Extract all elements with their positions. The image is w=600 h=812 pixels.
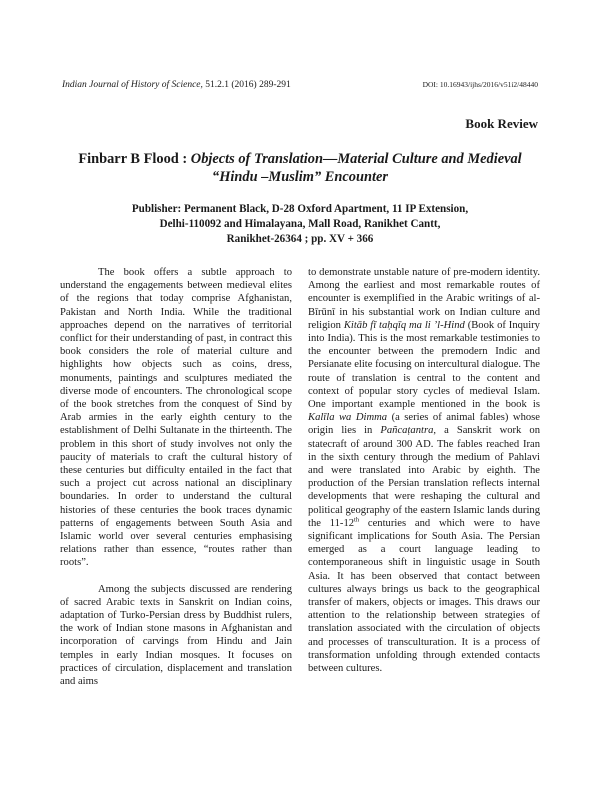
text-run: to demonstrate unstable nature of pre-modern identity. Among the earliest and most remarkable routes of encounter is exemplified in the Arabic writings of al- Bīrūnī in his substantial work on Indian culture and religion <box>308 267 540 331</box>
text-run: (a series of animal fables) whose origin lies in <box>308 412 540 437</box>
body-column-right <box>308 266 540 675</box>
publisher-line-3: Ranikhet-26364 ; pp. XV + 366 <box>226 233 374 245</box>
paragraph-3 <box>308 266 540 675</box>
text-run: centuries and which were to have significant implications for South Asia. The Persian emerged as a court language leading to contemporaneous shift in linguistic usage in South Asia. It has been observed that contact between cultures always brings us back to the geographical transfer of makers, objects or images. This draws our attention to the relationship between strategies of translation associated with the circulation of objects and processes of transculturation. It is a process of transformation unfolding through extended contacts between cultures. <box>308 517 540 675</box>
publisher-line-2: Delhi-110092 and Himalayana, Mall Road, Ranikhet Cantt, <box>159 218 441 230</box>
title-book: Objects of Translation—Material Culture and Medieval “Hindu –Muslim” Encounter <box>190 151 522 185</box>
superscript: th <box>354 516 360 524</box>
publisher-line-1: Publisher: Permanent Black, D-28 Oxford Apartment, 11 IP Extension, <box>131 203 469 215</box>
paragraph-1: The book offers a subtle approach to understand the engagements between medieval elites of the regions that today comprise Afghanistan, Pakistan and North India. While the traditional approaches depend on the narratives of territorial conflict for their understanding of past, in contract this book considers the role of material culture and highlights how objects such as coins, dress, monuments, paintings and sculptures mediated the diverse mode of encounters. The chronological scope of the book stretches from the conquest of Sind by Arab armies in the early eighth century to the establishment of Delhi Sultanate in the thirteenth. The problem in this short of study involves not only the paucity of materials to craft the cultural history of these centuries but difficulty entailed in the fact that such a project cut across national an disciplinary boundaries. In order to understand the cultural histories of these centuries the book traces dynamic patterns of engagements between South Asia and Islamic world over several centuries emphasising relations rather than essence, “routes rather than roots”. <box>60 267 292 569</box>
paragraph-2: Among the subjects discussed are rendering of sacred Arabic texts in Sanskrit on Indian coins, adaptation of Turko-Persian dress by Buddhist rulers, the work of Indian stone masons in Afghanistan and incorporation of carvings from Hindu and Jain temples in early Indian mosques. It focuses on practices of circulation, displacement and translation and aims <box>60 583 292 688</box>
text-run: (Book of Inquiry into India). This is the most remarkable testimonies to the encounter between the premodern Indic and Persianate elite focusing on intercultural dialogue. The route of translation is central to the content and context of popular story cycles of medieval Islam. One important example mentioned in the book is <box>308 319 540 411</box>
journal-issue: 51.2.1 (2016) 289-291 <box>202 80 291 90</box>
section-label: Book Review <box>465 116 538 131</box>
title-author: Finbarr B Flood : <box>78 151 191 167</box>
doi: DOI: 10.16943/ijhs/2016/v51i2/48440 <box>422 80 538 89</box>
book-title-kalila: Kalīla wa Dimma <box>308 412 388 424</box>
review-title <box>62 150 538 186</box>
journal-citation <box>62 78 291 92</box>
book-title-pancatantra: Pañcaṭantra <box>380 425 434 437</box>
book-title-kitab: Kitāb fī taḥqīq ma li ’l-Hind <box>343 319 465 331</box>
publisher-info <box>62 202 538 247</box>
running-header <box>62 78 538 92</box>
journal-name: Indian Journal of History of Science, <box>62 80 203 90</box>
text-run: , a Sanskrit work on statecraft of around 300 AD. The fables reached Iran in the sixth century through the medium of Pahlavi and were translated into Arabic by eighth. The production of the Persian translation reflects internal developments that were reshaping the cultural and political geography of the eastern Islamic lands during the 11-12 <box>308 425 540 529</box>
body-column-left <box>60 266 292 688</box>
